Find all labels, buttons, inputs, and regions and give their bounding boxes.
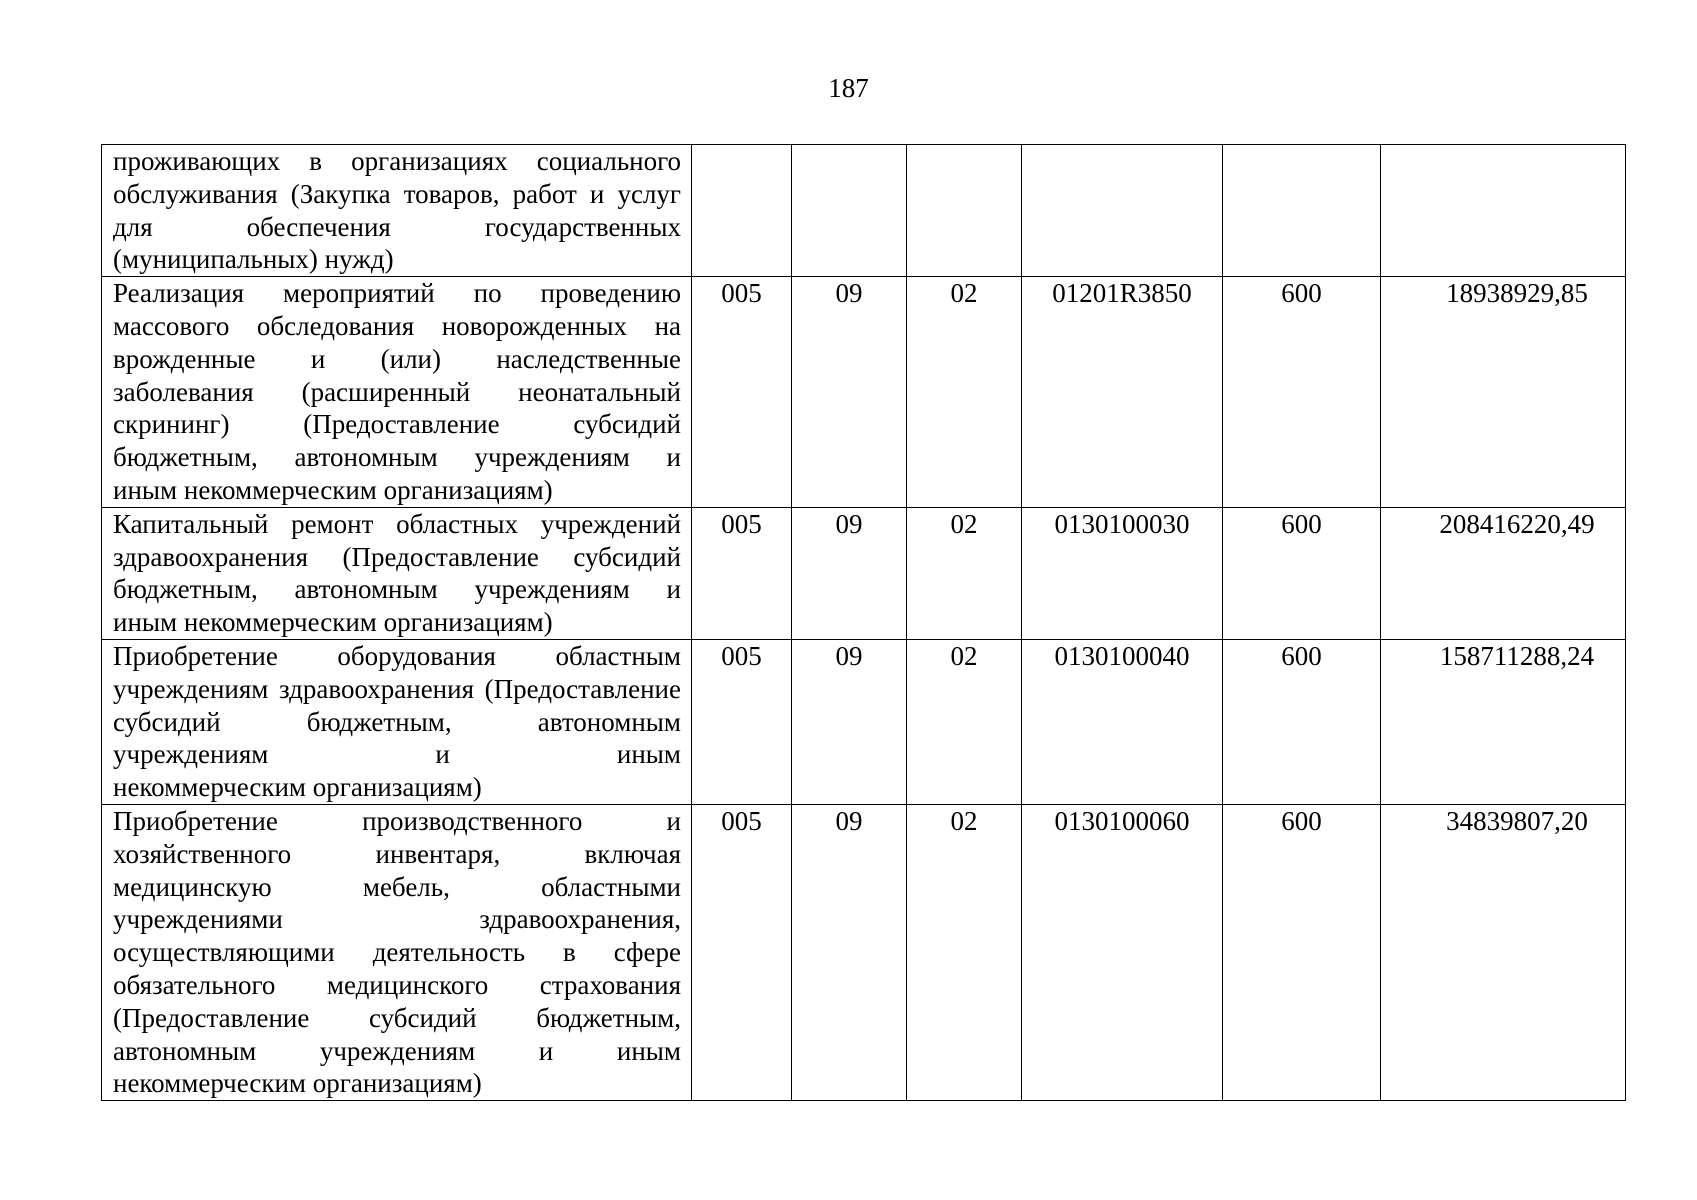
amount: 208416220,49 [1381, 507, 1626, 639]
table-row [102, 804, 1626, 1100]
section-code: 09 [792, 277, 907, 508]
section-code: 09 [792, 639, 907, 804]
table-row [102, 507, 1626, 639]
expense-type-code: 600 [1223, 639, 1381, 804]
section-code [792, 145, 907, 277]
subsection-code: 02 [907, 507, 1022, 639]
expense-type-code: 600 [1223, 804, 1381, 1100]
description-last-line: некоммерческим организациям) [113, 772, 482, 803]
description-text: Реализация мероприятий по проведению массового обследования новорожденных на врожденные и (или) наследственные заболевания (расширенный неонатальный скрининг) (Предоставление субсидий бюджетным, автономным учреждениям и [113, 278, 681, 473]
description-text: проживающих в организациях социального обслуживания (Закупка товаров, работ и услуг для обеспечения государственных [113, 146, 681, 242]
target-article-code: 01201R3850 [1022, 277, 1223, 508]
ved-code [692, 145, 792, 277]
table-row [102, 145, 1626, 277]
subsection-code: 02 [907, 277, 1022, 508]
section-code: 09 [792, 804, 907, 1100]
target-article-code: 0130100040 [1022, 639, 1223, 804]
ved-code: 005 [692, 507, 792, 639]
target-article-code: 0130100060 [1022, 804, 1223, 1100]
amount: 18938929,85 [1381, 277, 1626, 508]
subsection-code: 02 [907, 639, 1022, 804]
table-row [102, 639, 1626, 804]
expense-type-code: 600 [1223, 277, 1381, 508]
section-code: 09 [792, 507, 907, 639]
description-text: Капитальный ремонт областных учреждений здравоохранения (Предоставление субсидий бюджетным, автономным учреждениям и [113, 508, 681, 605]
expense-type-code: 600 [1223, 507, 1381, 639]
ved-code: 005 [692, 277, 792, 508]
description-text: Приобретение оборудования областным учреждениям здравоохранения (Предоставление субсидий бюджетным, автономным учреждениям и иным [113, 640, 681, 770]
amount [1381, 145, 1626, 277]
row-description [102, 145, 692, 277]
amount: 34839807,20 [1381, 804, 1626, 1100]
target-article-code [1022, 145, 1223, 277]
budget-table [101, 144, 1626, 1101]
row-description [102, 277, 692, 508]
amount: 158711288,24 [1381, 639, 1626, 804]
expense-type-code [1223, 145, 1381, 277]
page-number: 187 [828, 73, 869, 103]
description-last-line: иным некоммерческим организациям) [113, 607, 553, 638]
row-description [102, 804, 692, 1100]
ved-code: 005 [692, 639, 792, 804]
row-description [102, 507, 692, 639]
target-article-code: 0130100030 [1022, 507, 1223, 639]
description-last-line: (муниципальных) нужд) [113, 244, 394, 275]
ved-code: 005 [692, 804, 792, 1100]
table-row [102, 277, 1626, 508]
subsection-code: 02 [907, 804, 1022, 1100]
description-last-line: некоммерческим организациям) [113, 1068, 482, 1099]
subsection-code [907, 145, 1022, 277]
row-description [102, 639, 692, 804]
description-text: Приобретение производственного и хозяйственного инвентаря, включая медицинскую мебель, областными учреждениями здравоохранения, осуществляющими деятельность в сфере обязательного медицинского страхования (Предоставление субсидий бюджетным, автономным учреждениям и иным [113, 805, 681, 1066]
description-last-line: иным некоммерческим организациям) [113, 474, 553, 505]
